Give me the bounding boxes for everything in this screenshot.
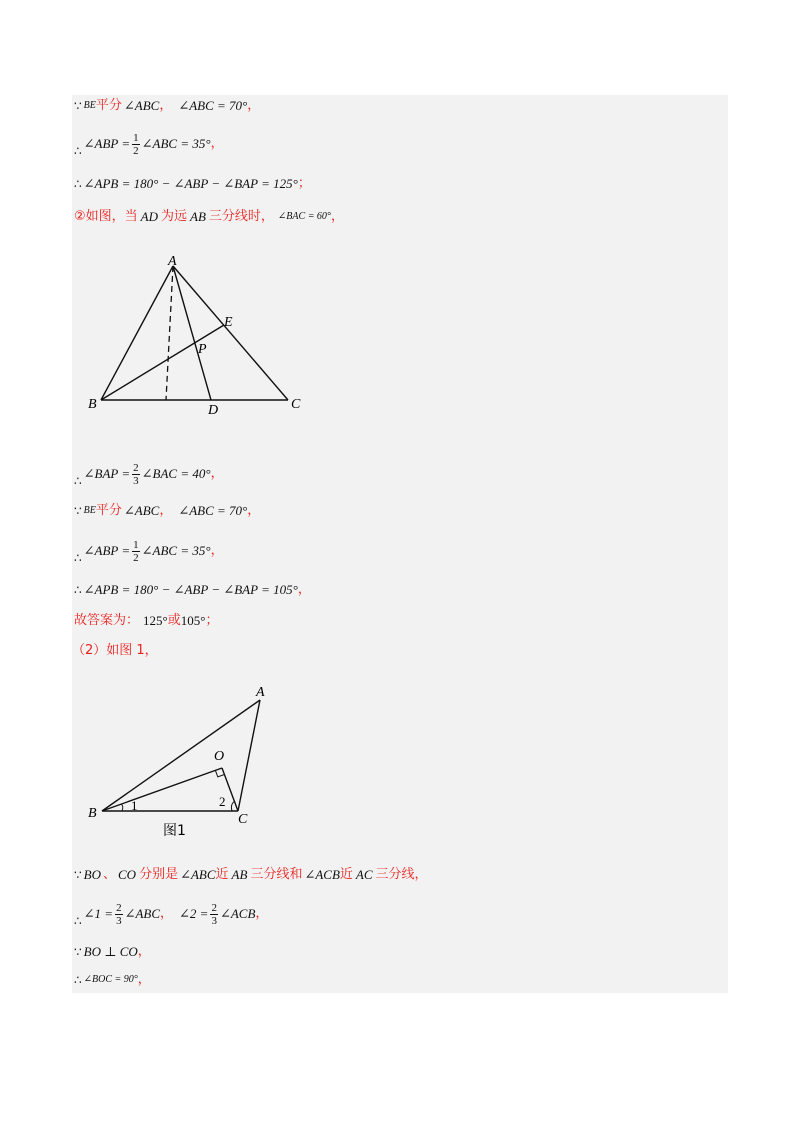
angle-apb-equation: ∠APB = 180° − ∠ABP − ∠BAP = 105° [83,582,298,597]
text-near: 近 [215,867,229,882]
answer-125: 125° [143,613,168,628]
line-11 [74,866,428,884]
segment-be [101,325,224,400]
denominator: 2 [133,551,139,564]
fraction-two-thirds [115,902,123,927]
answer-label: 故答案为： [74,613,140,628]
angle-abp: ∠ABP = [83,136,131,151]
therefore-symbol: ∴ [74,583,82,597]
angle-acb: ∠ACB [219,906,256,921]
angle-abc-35: ∠ABC = 35° [141,543,211,558]
segment-ad: AD [140,209,158,224]
text-trisector: 三分线， [375,867,428,882]
segment-be: BE [83,505,96,516]
numerator: 1 [133,538,139,551]
angle-abc-value: ∠ABC = 70° [178,98,248,113]
numerator: 2 [133,461,139,474]
angle-boc-value: ∠BOC = 90° [83,974,138,985]
text-near: 近 [339,867,353,882]
label-d: D [208,403,219,418]
angle-2: ∠2 = [179,906,209,921]
denominator: 3 [133,474,139,487]
angle-bap: ∠BAP = [83,466,131,481]
angle-1: ∠1 = [83,906,114,921]
comma: ， [297,582,311,597]
numerator: 2 [211,901,217,914]
denominator: 3 [211,914,217,927]
angle-abc: ∠ABC [123,503,160,518]
label-b: B [88,397,97,412]
segment-co: CO [118,867,137,882]
line-4 [74,208,344,226]
therefore-symbol: ∴ [74,144,82,158]
line-10 [72,642,158,660]
line-6 [74,502,260,520]
comma: ， [210,543,224,558]
because-symbol: ∵ [74,868,82,882]
line-3 [74,175,311,193]
line-2 [74,128,224,160]
comma: ， [210,466,224,481]
label-a: A [256,685,265,700]
therefore-symbol: ∴ [74,551,82,565]
angle-abp: ∠ABP = [83,543,131,558]
line-13 [74,943,151,961]
label-o: O [214,749,225,764]
label-c: C [291,397,301,412]
text-or: 或 [167,613,181,628]
fraction-half [132,132,140,157]
line-5 [74,458,224,490]
line-9 [74,612,218,630]
comma: ， [160,906,174,921]
angle-abc: ∠ABC [124,906,161,921]
side-ab [102,700,260,811]
angle-1-arc [121,804,123,811]
because-symbol: ∵ [74,504,82,518]
therefore-symbol: ∴ [74,474,82,488]
angle-acb: ∠ACB [304,867,340,882]
fraction-half [132,539,140,564]
label-angle-2: 2 [219,794,226,809]
comma: ， [330,209,344,224]
case-two-label: ②如图，当 [74,209,138,224]
text-trisector-and: 三分线和 [250,867,303,882]
fraction-two-thirds [132,462,140,487]
angle-abc: ∠ABC [180,867,216,882]
angle-bac-40: ∠BAC = 40° [141,466,211,481]
side-ab [101,266,173,400]
angle-abc-value: ∠ABC = 70° [178,503,248,518]
text-bisects: 平分 [95,98,122,113]
therefore-symbol: ∴ [74,177,82,191]
segment-ad [173,266,211,400]
fraction-two-thirds [210,902,218,927]
because-symbol: ∵ [74,945,82,959]
line-8 [74,581,311,599]
label-b: B [88,806,97,821]
side-ac [173,266,288,400]
segment-ac: AC [355,867,373,882]
comma: ， [255,906,269,921]
text-respectively: 分别是 [139,867,179,882]
figure-caption: 图1 [163,823,186,839]
numerator: 2 [116,901,122,914]
label-e: E [224,315,233,330]
triangle-figure-2 [80,680,290,840]
comma: ， [159,98,173,113]
therefore-symbol: ∴ [74,973,82,987]
therefore-symbol: ∴ [74,914,82,928]
part-two-label: （2）如图 1， [72,643,158,658]
because-symbol: ∵ [74,99,82,113]
altitude-dashed [166,266,173,400]
comma: ， [137,972,151,987]
label-angle-1: 1 [131,798,138,813]
angle-bac-value: ∠BAC = 60° [277,211,331,222]
semicolon: ； [205,613,219,628]
numerator: 1 [133,131,139,144]
text-trisector: 三分线时， [208,209,274,224]
line-14 [74,971,151,989]
bo-perpendicular-co: BO ⊥ CO [83,944,138,959]
comma: ， [210,136,224,151]
segment-ab: AB [231,867,248,882]
text-bisects: 平分 [95,503,122,518]
text-far: 为远 [161,209,188,224]
comma: ， [247,503,261,518]
label-a: A [168,254,177,269]
label-p: P [198,342,207,357]
segment-bo: BO [83,867,101,882]
segment-be: BE [83,100,96,111]
line-12 [74,898,268,930]
segment-bo [102,768,222,811]
comma: ， [247,98,261,113]
label-c: C [238,812,248,827]
line-7 [74,535,224,567]
segment-ab: AB [190,209,206,224]
comma: ， [159,503,173,518]
denominator: 3 [116,914,122,927]
comma: ， [137,944,151,959]
semicolon: ； [297,176,311,191]
denominator: 2 [133,144,139,157]
side-ac [238,700,260,811]
answer-105: 105° [180,613,206,628]
line-1 [74,97,260,115]
angle-abc-35: ∠ABC = 35° [141,136,211,151]
angle-apb-equation: ∠APB = 180° − ∠ABP − ∠BAP = 125° [83,176,298,191]
text-and: 、 [102,867,116,882]
angle-abc: ∠ABC [123,98,160,113]
triangle-figure-1 [80,250,320,422]
